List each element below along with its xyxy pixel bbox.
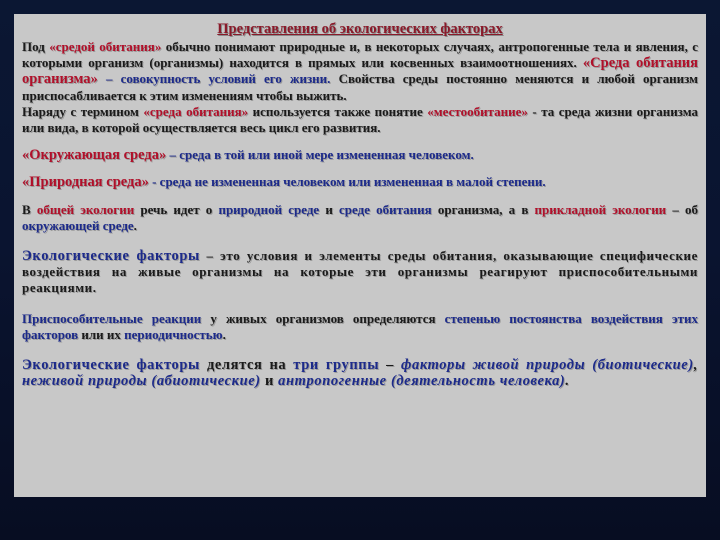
paragraph-surrounding-environment bbox=[22, 147, 698, 163]
term-surrounding-environment: «Окружающая среда» bbox=[22, 147, 167, 164]
term-ecological-factors: Экологические факторы bbox=[22, 248, 200, 265]
text: Под bbox=[22, 39, 50, 54]
term-organism-habitat: «Среда обитания организма» bbox=[22, 55, 698, 88]
text: Наряду с термином bbox=[22, 103, 144, 119]
term-periodicity: периодичностью bbox=[124, 326, 223, 342]
term-adaptive-reactions: приспособительными реакциями bbox=[22, 264, 698, 296]
paragraph-factor-groups bbox=[22, 357, 698, 389]
text: Свойства среды постоянно меняются и любой организм приспосабливается к этим изменениям чтобы выжить. bbox=[22, 71, 698, 103]
term-constancy-degree: степенью постоянства воздействия этих факторов bbox=[22, 310, 698, 342]
text: - та среда жизни организма или вида, в которой осуществляется весь цикл его развития. bbox=[22, 103, 698, 136]
text: организма, а в bbox=[431, 201, 535, 217]
term-natural-environment: «Природная среда» bbox=[22, 174, 149, 191]
term-three-groups: три группы bbox=[293, 357, 380, 374]
text: и bbox=[260, 373, 279, 390]
term-applied-ecology: прикладной экологии bbox=[534, 201, 667, 217]
text: – bbox=[379, 357, 402, 374]
term-adaptive-reactions: Приспособительные реакции bbox=[22, 310, 202, 326]
term-habitat: «средой обитания» bbox=[49, 39, 162, 54]
text: - среда не измененная человеком или измененная в малой степени. bbox=[148, 174, 546, 190]
text: – об bbox=[666, 201, 698, 217]
paragraph-adaptive-reactions bbox=[22, 311, 698, 343]
text: . bbox=[133, 217, 137, 233]
paragraph-ecological-factors bbox=[22, 248, 698, 297]
term-locality: «местообитание» bbox=[427, 103, 528, 119]
text: . bbox=[92, 280, 97, 296]
term-biotic-factors: факторы живой природы (биотические) bbox=[401, 357, 694, 374]
term-habitat: «среда обитания» bbox=[143, 103, 249, 119]
text: используется также понятие bbox=[248, 103, 428, 119]
text: речь идет о bbox=[134, 201, 219, 217]
slide-title: Представления об экологических факторах bbox=[217, 21, 503, 37]
term-abiotic-factors: неживой природы (абиотические) bbox=[22, 373, 261, 390]
paragraph-locality bbox=[22, 104, 698, 136]
paragraph-natural-environment bbox=[22, 174, 698, 190]
text: или их bbox=[78, 326, 125, 342]
text: у живых организмов определяются bbox=[201, 310, 445, 326]
text: – это условия и элементы среды обитания, оказывающие специфические воздействия на живые организмы на которые эти организмы реагируют bbox=[22, 248, 698, 280]
term-ecological-factors: Экологические факторы bbox=[22, 357, 200, 374]
term-surrounding-environment: окружающей среде bbox=[22, 217, 134, 233]
paragraph-habitat-definition bbox=[22, 39, 698, 104]
term-natural-environment: природной среде bbox=[218, 201, 320, 217]
text: – среда в той или иной мере измененная человеком. bbox=[166, 147, 474, 163]
term-general-ecology: общей экологии bbox=[36, 201, 135, 217]
text: и bbox=[319, 201, 340, 217]
text: обычно понимают природные и, в некоторых случаях, антропогенные тела и явления, с которыми организм (организмы) находится в прямых или косвенных взаимоотношениях. bbox=[22, 39, 698, 71]
paragraph-ecology-branches bbox=[22, 202, 698, 234]
text: В bbox=[22, 201, 37, 217]
slide-panel bbox=[14, 14, 706, 497]
term-anthropogenic-factors: антропогенные (деятельность человека) bbox=[278, 373, 566, 390]
text: . bbox=[222, 326, 226, 342]
text: . bbox=[565, 373, 570, 390]
text: делятся на bbox=[199, 357, 294, 374]
text: – совокупность условий его жизни. bbox=[97, 71, 339, 87]
term-habitat: среде обитания bbox=[339, 201, 432, 217]
text: , bbox=[693, 357, 698, 374]
